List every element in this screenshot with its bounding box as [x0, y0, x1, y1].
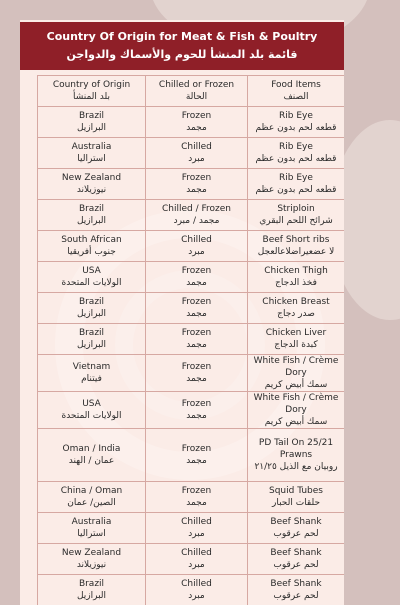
table-row	[38, 231, 345, 262]
cell-item: Beef Short ribs لا عضعيراضلاعالعجل	[248, 231, 345, 262]
cell-item: Squid Tubes حلقات الحبار	[248, 482, 345, 513]
cell-country: Australia استراليا	[38, 513, 146, 544]
cell-country: Brazil البرازيل	[38, 293, 146, 324]
cell-state: Chilled مبرد	[146, 138, 248, 169]
title-arabic: قائمة بلد المنشأ للحوم والأسماك والدواجن	[20, 43, 344, 61]
cell-state: Chilled مبرد	[146, 231, 248, 262]
cell-state: Frozen مجمد	[146, 107, 248, 138]
table-row	[38, 293, 345, 324]
cell-state: Frozen مجمد	[146, 392, 248, 429]
cell-state: Frozen مجمد	[146, 355, 248, 392]
cell-country: USA الولايات المتحدة	[38, 262, 146, 293]
cell-item: White Fish / Crème Dory سمك أبيض كريم	[248, 392, 345, 429]
cell-country: Vietnam فيتنام	[38, 355, 146, 392]
header-item: Food Items الصنف	[248, 76, 345, 107]
cell-country: China / Oman الصين/ عمان	[38, 482, 146, 513]
cell-country: Oman / India عمان / الهند	[38, 429, 146, 482]
table-header-row	[38, 76, 345, 107]
header-country: Country of Origin بلد المنشأ	[38, 76, 146, 107]
cell-state: Frozen مجمد	[146, 429, 248, 482]
cell-item: Beef Shank لحم عرقوب	[248, 575, 345, 605]
table-row	[38, 262, 345, 293]
origin-table	[37, 75, 344, 605]
table-row	[38, 355, 345, 392]
cell-country: Australia استراليا	[38, 138, 146, 169]
cell-state: Frozen مجمد	[146, 293, 248, 324]
cell-state: Frozen مجمد	[146, 262, 248, 293]
table-row	[38, 575, 345, 605]
cell-country: Brazil البرازيل	[38, 200, 146, 231]
cell-state: Frozen مجمد	[146, 169, 248, 200]
table-row	[38, 513, 345, 544]
table-row	[38, 200, 345, 231]
table-row	[38, 544, 345, 575]
cell-item: White Fish / Crème Dory سمك أبيض كريم	[248, 355, 345, 392]
cell-country: USA الولايات المتحدة	[38, 392, 146, 429]
table-row	[38, 392, 345, 429]
table-row	[38, 169, 345, 200]
cell-item: Chicken Thigh فخذ الدجاج	[248, 262, 345, 293]
table-row	[38, 107, 345, 138]
cell-country: New Zealand نيوزيلاند	[38, 544, 146, 575]
table-row	[38, 429, 345, 482]
cell-country: New Zealand نيوزيلاند	[38, 169, 146, 200]
table-row	[38, 324, 345, 355]
cell-item: Rib Eye قطعه لحم بدون عظم	[248, 107, 345, 138]
cell-state: Chilled مبرد	[146, 575, 248, 605]
cell-country: Brazil البرازيل	[38, 575, 146, 605]
cell-item: Rib Eye قطعه لحم بدون عظم	[248, 169, 345, 200]
table-row	[38, 138, 345, 169]
cell-country: South African جنوب أفريقيا	[38, 231, 146, 262]
cell-country: Brazil البرازيل	[38, 324, 146, 355]
header-state: Chilled or Frozen الحالة	[146, 76, 248, 107]
cell-item: Chicken Breast صدر دجاج	[248, 293, 345, 324]
cell-item: Rib Eye قطعه لحم بدون عظم	[248, 138, 345, 169]
cell-state: Chilled / Frozen مجمد / مبرد	[146, 200, 248, 231]
document-sheet	[20, 20, 344, 605]
cell-state: Chilled مبرد	[146, 513, 248, 544]
cell-state: Frozen مجمد	[146, 324, 248, 355]
cell-item: Beef Shank لحم عرقوب	[248, 544, 345, 575]
cell-state: Chilled مبرد	[146, 544, 248, 575]
cell-state: Frozen مجمد	[146, 482, 248, 513]
cell-item: Beef Shank لحم عرقوب	[248, 513, 345, 544]
title-banner	[20, 22, 344, 70]
table-row	[38, 482, 345, 513]
cell-item: Striploin شرائح اللحم البقري	[248, 200, 345, 231]
cell-item: Chicken Liver كبدة الدجاج	[248, 324, 345, 355]
cell-item: PD Tail On 25/21 Prawns روبيان مع الذيل ٢١/٢٥	[248, 429, 345, 482]
title-english: Country Of Origin for Meat & Fish & Poultry	[20, 22, 344, 43]
cell-country: Brazil البرازيل	[38, 107, 146, 138]
